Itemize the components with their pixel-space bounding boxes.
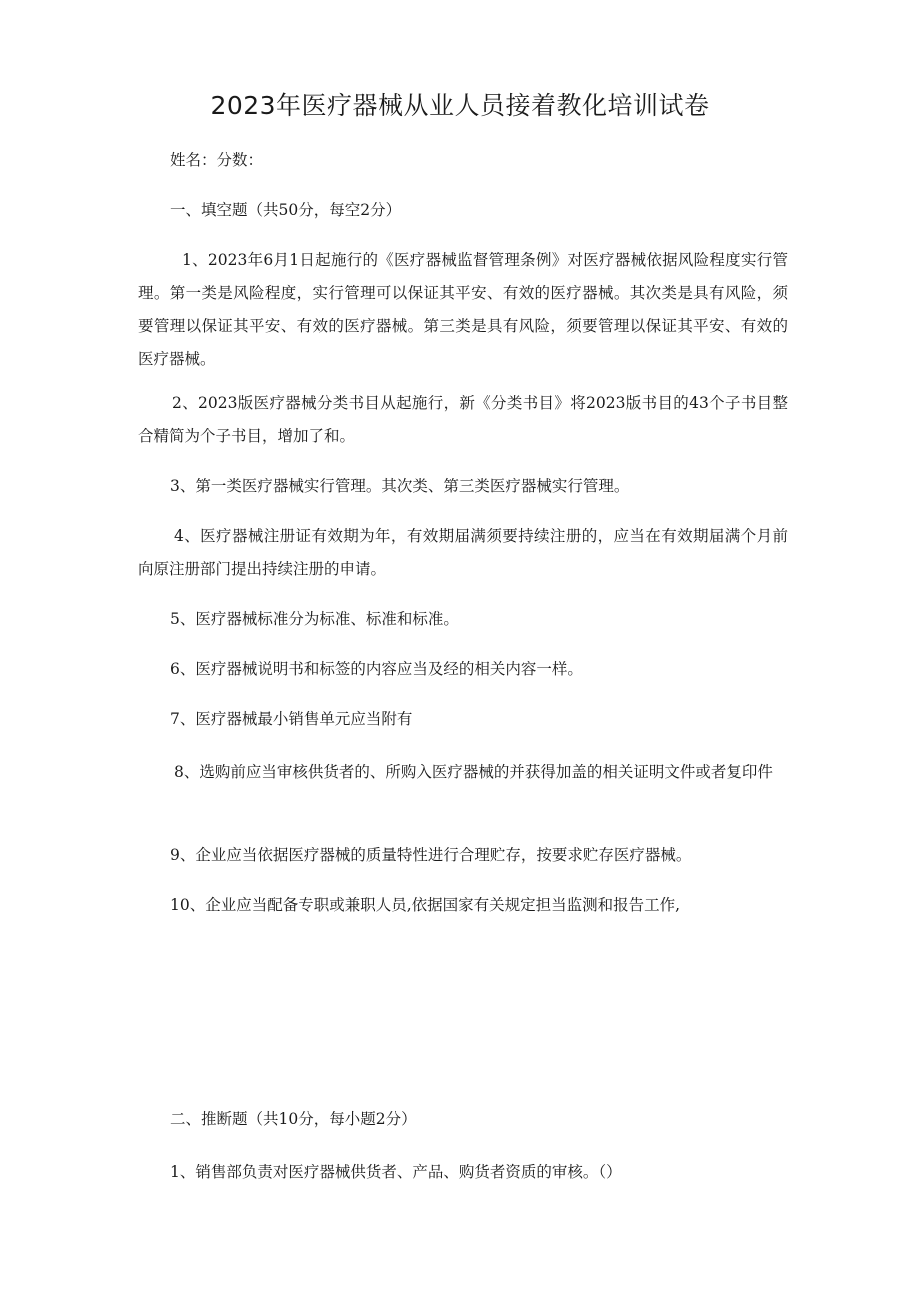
question-1-9: 9、企业应当依据医疗器械的质量特性进行合理贮存，按要求贮存医疗器械。 (170, 846, 692, 864)
question-1-10: 10、企业应当配备专职或兼职人员,依据国家有关规定担当监测和报告工作, (170, 896, 681, 914)
question-1-7: 7、医疗器械最小销售单元应当附有 (170, 710, 413, 728)
question-1-3: 3、第一类医疗器械实行管理。其次类、第三类医疗器械实行管理。 (170, 477, 630, 495)
question-1-4: 4、医疗器械注册证有效期为年，有效期届满须要持续注册的，应当在有效期届满个月前向原注册部门提出持续注册的申请。 (138, 527, 788, 578)
question-1-5: 5、医疗器械标准分为标准、标准和标准。 (170, 610, 459, 628)
question-1-2: 2、2023版医疗器械分类书目从起施行，新《分类书目》将2023版书目的43个子书目整合精简为个子书目，增加了和。 (138, 394, 788, 445)
question-2-1: 1、销售部负责对医疗器械供货者、产品、购货者资质的审核。（） (170, 1163, 622, 1181)
question-1-1: 1、2023年6月1日起施行的《医疗器械监督管理条例》对医疗器械依据风险程度实行管理。第一类是风险程度，实行管理可以保证其平安、有效的医疗器械。其次类是具有风险，须要管理以保证其平安、有效的医疗器械。第三类是具有风险，须要管理以保证其平安、有效的医疗器械。 (138, 251, 788, 368)
name-score-line: 姓名：分数： (170, 151, 264, 169)
section-2-heading: 二、推断题（共10分，每小题2分） (170, 1110, 417, 1128)
question-1-8: 8、选购前应当审核供货者的、所购入医疗器械的并获得加盖的相关证明文件或者复印件 (174, 763, 773, 781)
page-title: 2023年医疗器械从业人员接着教化培训试卷 (210, 91, 710, 120)
question-1-6: 6、医疗器械说明书和标签的内容应当及经的相关内容一样。 (170, 660, 583, 678)
section-1-heading: 一、填空题（共50分，每空2分） (170, 201, 402, 219)
